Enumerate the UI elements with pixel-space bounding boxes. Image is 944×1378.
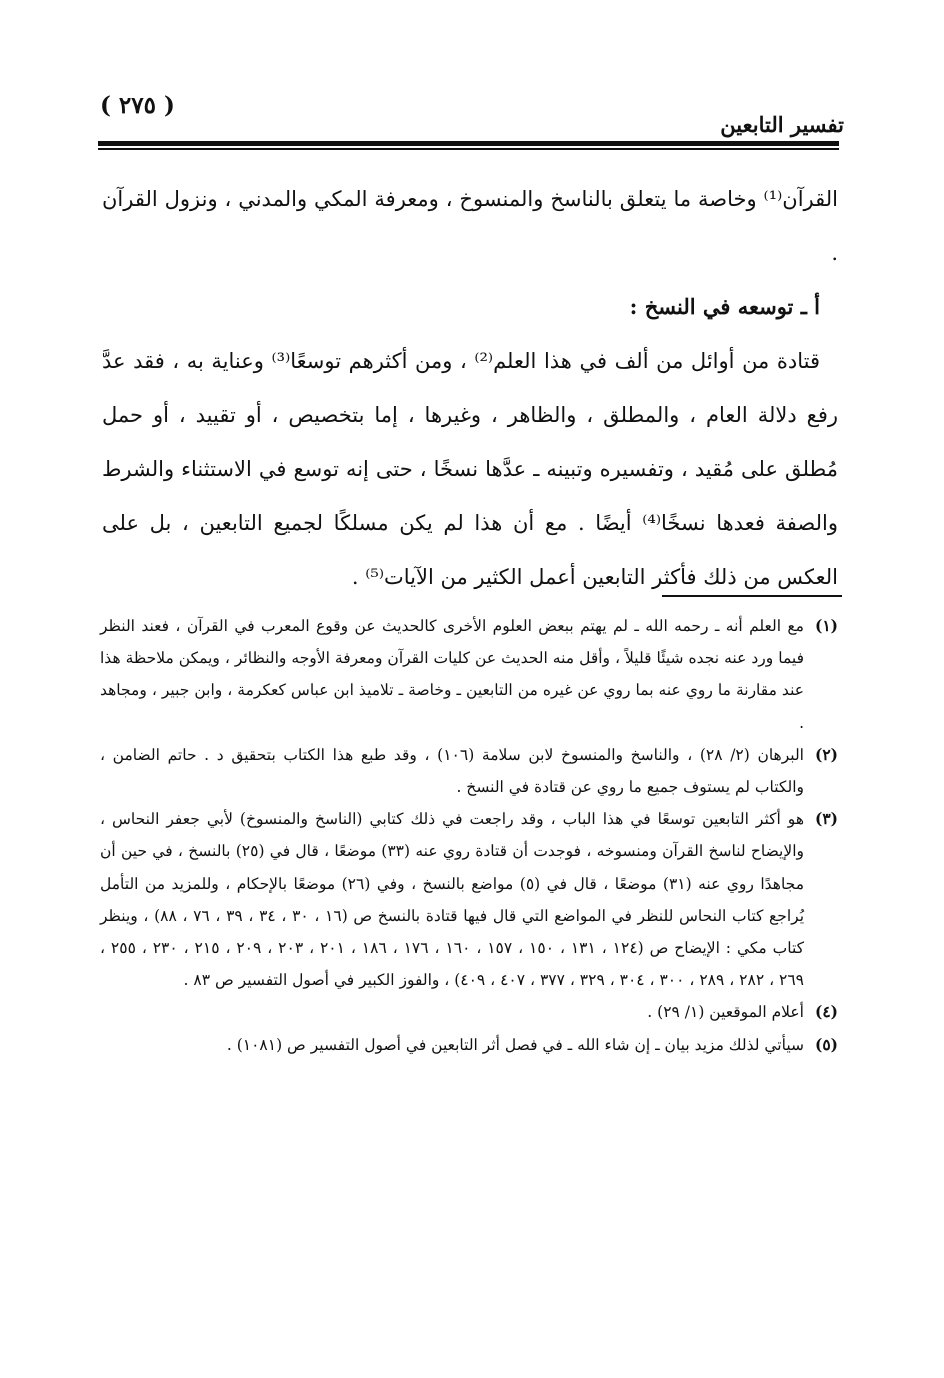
footnotes bbox=[100, 610, 838, 1061]
header-rule-thin bbox=[98, 148, 839, 150]
footnote-number: (٤) bbox=[814, 1002, 838, 1022]
header-rule-thick bbox=[98, 141, 839, 146]
section-heading: أ ـ توسعه في النسخ : bbox=[629, 294, 820, 319]
footnote-text: هو أكثر التابعين توسعًا في هذا الباب ، وقد راجعت في ذلك كتابي (الناسخ والمنسوخ) لأبي جعفر النحاس ، والإيضاح لناسخ القرآن ومنسوخه ، فوجدت أن قتادة روي عنه (٣٣) موضعًا ، قال في (٢٥) بالنسخ ، في حين أن مجاهدًا روي عنه (٣١) موضعًا ، قال في (٥) مواضع بالنسخ ، وفي (٢٦) موضعًا بالإحكام ، وللمزيد من التأمل يُراجع كتاب النحاس للنظر في المواضع التي قال فيها قتادة بالنسخ ص (١٦ ، ٣٠ ، ٣٤ ، ٣٩ ، ٧٦ ، ٨٨) ، وينظر كتاب مكي : الإيضاح ص (١٢٤ ، ١٣١ ، ١٥٠ ، ١٥٧ ، ١٦٠ ، ١٧٦ ، ١٨٦ ، ٢٠١ ، ٢٠٣ ، ٢٠٩ ، ٢١٥ ، ٢٣٠ ، ٢٥٥ ، ٢٦٩ ، ٢٨٢ ، ٢٨٩ ، ٣٠٠ ، ٣٠٤ ، ٣٢٩ ، ٣٧٧ ، ٤٠٧ ، ٤٠٩) ، والفوز الكبير في أصول التفسير ص ٨٣ . bbox=[100, 810, 805, 990]
footnote-text: مع العلم أنه ـ رحمه الله ـ لم يهتم ببعض العلوم الأخرى كالحديث عن وقوع المعرب في القرآن ، فعند النظر فيما ورد عنه نجده شيئًا قليلاً ، وأقل منه الحديث عن كليات القرآن ومعرفة الأوجه والنظائر ، ويمكن ملاحظة هذا عند مقارنة ما روي عنه بما روي عن غيره من التابعين ـ وخاصة ـ تلاميذ ابن عباس كعكرمة ، وابن جبير ، ومجاهد . bbox=[100, 617, 804, 732]
footnote-4 bbox=[100, 996, 838, 1028]
footnote-number: (٣) bbox=[814, 809, 838, 829]
footnote-number: (٥) bbox=[814, 1034, 838, 1054]
footnote-text: أعلام الموقعين (١/ ٢٩) . bbox=[647, 1003, 804, 1022]
footnote-text: سيأتي لذلك مزيد بيان ـ إن شاء الله ـ في فصل أثر التابعين في أصول التفسير ص (١٠٨١) . bbox=[226, 1035, 804, 1054]
footnote-number: (٢) bbox=[814, 744, 838, 764]
footnote-5 bbox=[100, 1029, 838, 1061]
page-number: ( ٢٧٥ ) bbox=[100, 92, 175, 119]
footnote-text: البرهان (٢/ ٢٨) ، والناسخ والمنسوخ لابن سلامة (١٠٦) ، وقد طبع هذا الكتاب بتحقيق د . حاتم الضامن ، والكتاب لم يستوف جميع ما روي عن قتادة في النسخ . bbox=[100, 745, 804, 797]
main-paragraph: قتادة من أوائل من ألف في هذا العلم⁽²⁾ ، ومن أكثرهم توسعًا⁽³⁾ وعناية به ، فقد عدَّ رفع دلالة العام ، والمطلق ، والظاهر ، وغيرها ، إما بتخصيص ، أو تقييد ، أو حمل مُطلق على مُقيد ، وتفسيره وتبينه ـ عدَّها نسخًا ، حتى إنه توسع في الاستثناء والشرط والصفة فعدها نسخًا⁽⁴⁾ أيضًا . مع أن هذا لم يكن مسلكًا لجميع التابعين ، بل على العكس من ذلك فأكثر التابعين أعمل الكثير من الآيات⁽⁵⁾ . bbox=[102, 349, 838, 589]
footnote-3 bbox=[100, 803, 838, 996]
running-title: تفسير التابعين bbox=[720, 112, 844, 137]
footnote-2 bbox=[100, 739, 838, 803]
footnote-1 bbox=[100, 610, 838, 739]
intro-line: القرآن⁽¹⁾ وخاصة ما يتعلق بالناسخ والمنسوخ ، ومعرفة المكي والمدني ، ونزول القرآن . bbox=[102, 187, 838, 265]
main-text bbox=[102, 172, 838, 604]
footnote-number: (١) bbox=[814, 616, 838, 635]
footnote-separator bbox=[662, 595, 842, 597]
